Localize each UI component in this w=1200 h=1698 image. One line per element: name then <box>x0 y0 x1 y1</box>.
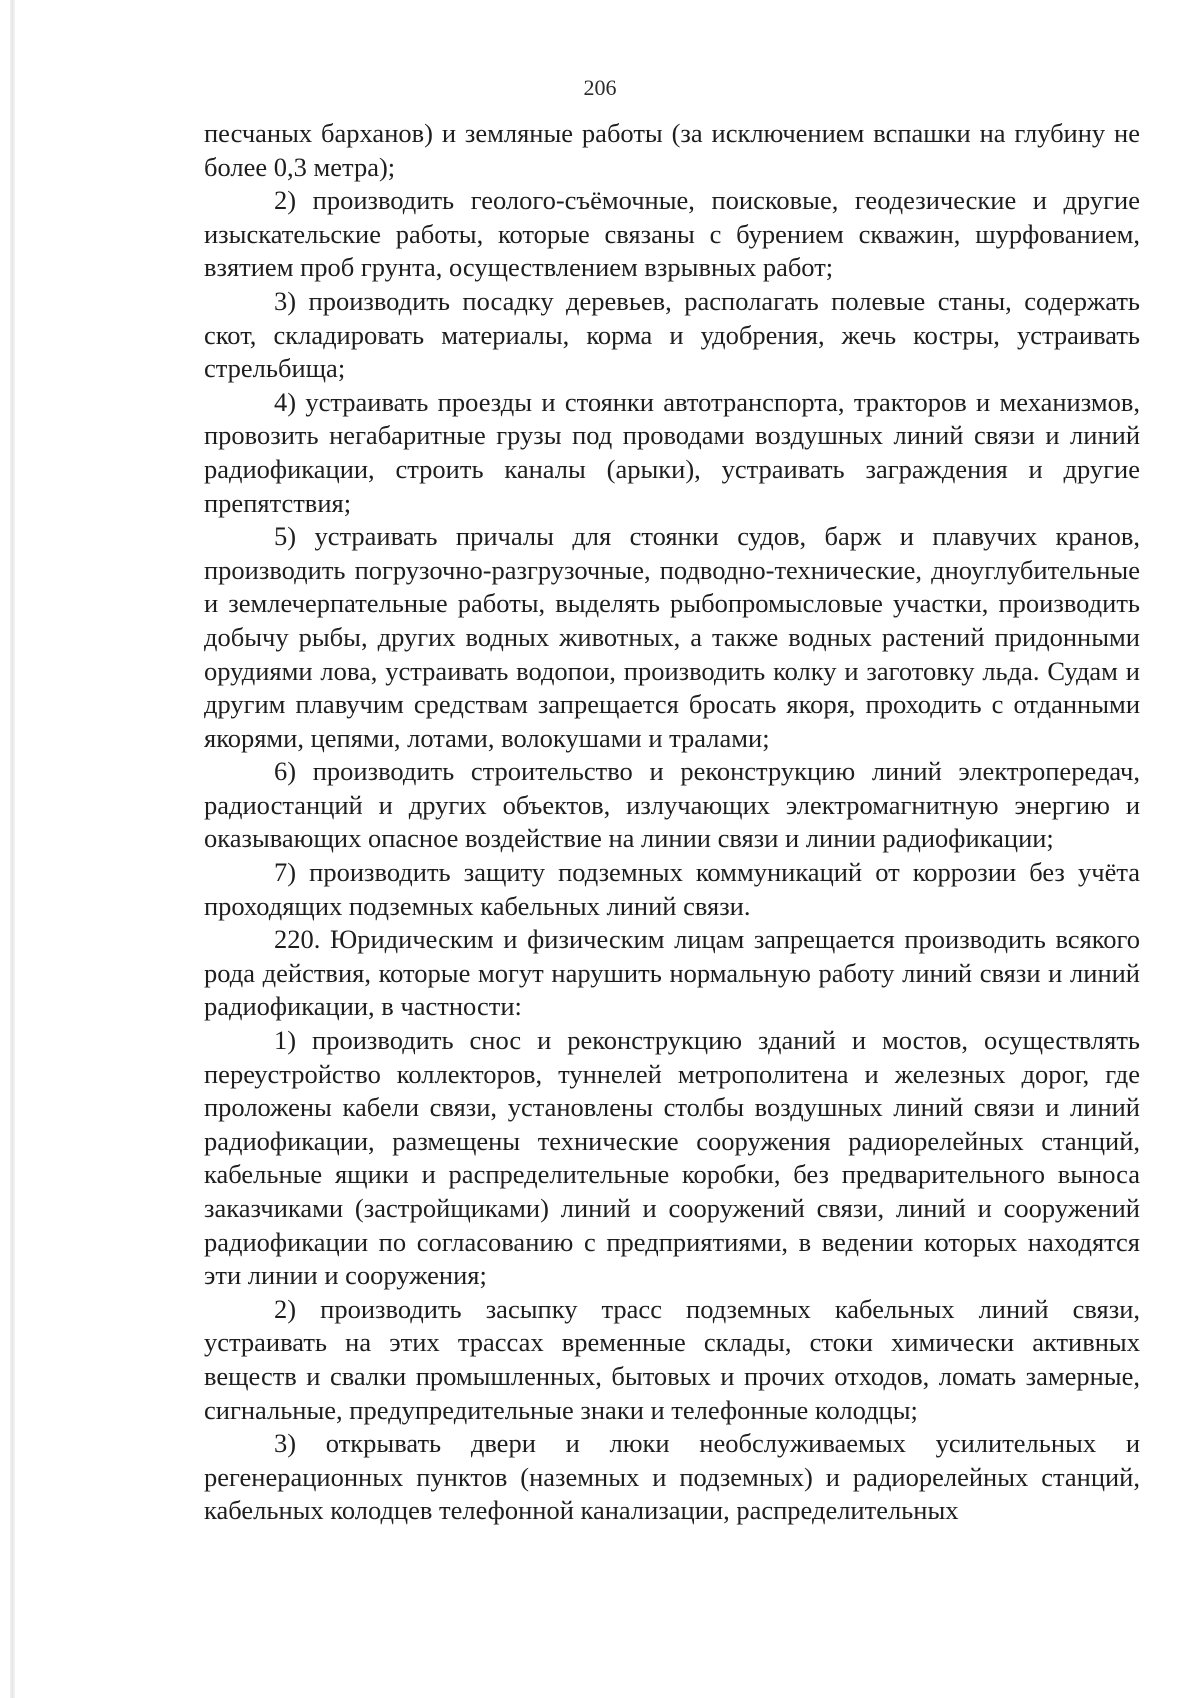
paragraph: 4) устраивать проезды и стоянки автотранспорта, тракторов и механизмов, провозить негабаритные грузы под проводами воздушных линий связи и линий радиофикации, строить каналы (арыки), устраивать заграждения и другие препятствия; <box>204 386 1140 518</box>
paragraph: 7) производить защиту подземных коммуникаций от коррозии без учёта проходящих подземных кабельных линий связи. <box>204 857 1140 921</box>
paragraph: 1) производить снос и реконструкцию зданий и мостов, осуществлять переустройство коллекторов, туннелей метрополитена и железных дорог, где проложены кабели связи, установлены столбы воздушных линий связи и линий радиофикации, размещены технические сооружения радиорелейных станций, кабельные ящики и распределительные коробки, без предварительного выноса заказчиками (застройщиками) линий и сооружений связи, линий и сооружений радиофикации по согласованию с предприятиями, в ведении которых находятся эти линии и сооружения; <box>204 1025 1140 1291</box>
document-body <box>204 117 1140 1528</box>
paragraph: 5) устраивать причалы для стоянки судов, барж и плавучих кранов, производить погрузочно-разгрузочные, подводно-технические, дноуглубительные и землечерпательные работы, выделять рыбопромысловые участки, производить добычу рыбы, других водных животных, а также водных растений придонными орудиями лова, устраивать водопои, производить колку и заготовку льда. Судам и другим плавучим средствам запрещается бросать якоря, проходить с отданными якорями, цепями, лотами, волокушами и тралами; <box>204 521 1140 753</box>
paragraph: песчаных барханов) и земляные работы (за исключением вспашки на глубину не более 0,3 метра); <box>204 118 1140 182</box>
paragraph: 220. Юридическим и физическим лицам запрещается производить всякого рода действия, которые могут нарушить нормальную работу линий связи и линий радиофикации, в частности: <box>204 924 1140 1022</box>
paragraph: 6) производить строительство и реконструкцию линий электропередач, радиостанций и других объектов, излучающих электромагнитную энергию и оказывающих опасное воздействие на линии связи и линии радиофикации; <box>204 756 1140 854</box>
paragraph: 3) производить посадку деревьев, располагать полевые станы, содержать скот, складировать материалы, корма и удобрения, жечь костры, устраивать стрельбища; <box>204 285 1140 384</box>
page-number: 206 <box>583 75 617 100</box>
paragraph: 2) производить засыпку трасс подземных кабельных линий связи, устраивать на этих трассах временные склады, стоки химически активных веществ и свалки промышленных, бытовых и прочих отходов, ломать замерные, сигнальные, предупредительные знаки и телефонные колодцы; <box>204 1293 1140 1425</box>
paragraph: 3) открывать двери и люки необслуживаемых усилительных и регенерационных пунктов (наземных и подземных) и радиорелейных станций, кабельных колодцев телефонной канализации, распределительных <box>204 1428 1140 1526</box>
scan-edge-shadow <box>10 0 15 1698</box>
paragraph: 2) производить геолого-съёмочные, поисковые, геодезические и другие изыскательские работы, которые связаны с бурением скважин, шурфованием, взятием проб грунта, осуществлением взрывных работ; <box>204 185 1140 283</box>
